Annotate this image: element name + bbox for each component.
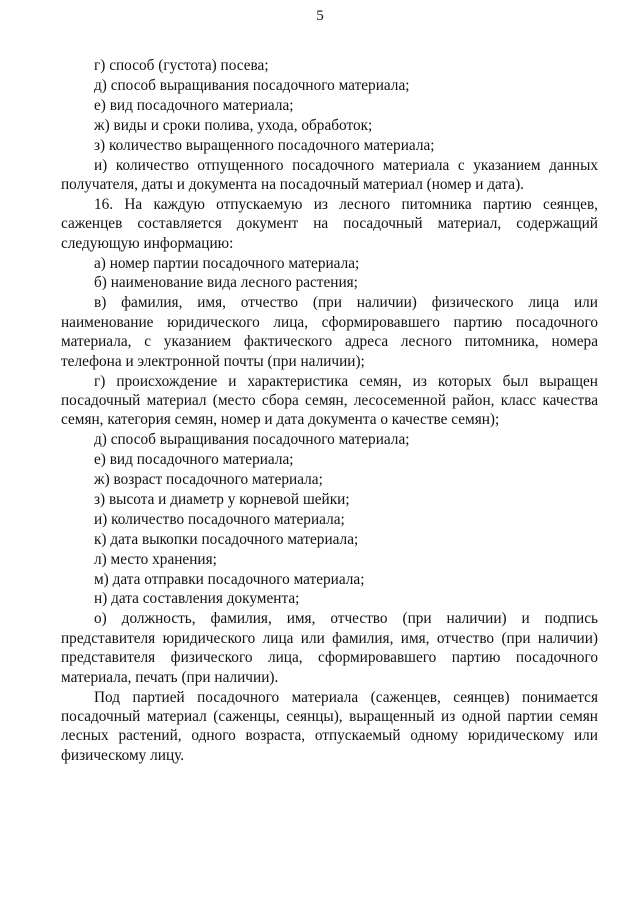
paragraph-d-growing-method: д) способ выращивания посадочного материала; bbox=[94, 76, 410, 94]
paragraph-zh-watering-care: ж) виды и сроки полива, ухода, обработок; bbox=[94, 116, 373, 134]
paragraph-g-sowing-method: г) способ (густота) посева; bbox=[94, 57, 269, 74]
paragraph-o-signature-details: о) должность, фамилия, имя, отчество (при наличии) и подпись представителя юридического лица или фамилия, имя, отчество (при наличии) представителя физического лица, сформировавшего партию посадочного материала, печать (при наличии). bbox=[61, 610, 598, 686]
paragraph-a-batch-number: а) номер партии посадочного материала; bbox=[94, 254, 360, 272]
paragraph-g-seed-origin: г) происхождение и характеристика семян, из которых был выращен посадочный материал (место сбора семян, лесосеменной район, класс качества семян, категория семян, номер и дата документа о качестве семян); bbox=[61, 372, 598, 429]
paragraph-m-dispatch-date: м) дата отправки посадочного материала; bbox=[94, 570, 365, 588]
paragraph-i-material-quantity: и) количество посадочного материала; bbox=[94, 510, 345, 528]
paragraph-zh-material-age: ж) возраст посадочного материала; bbox=[94, 471, 323, 489]
paragraph-b-species-name: б) наименование вида лесного растения; bbox=[94, 274, 358, 292]
paragraph-n-document-date: н) дата составления документа; bbox=[94, 590, 300, 608]
paragraph-z-grown-quantity: з) количество выращенного посадочного материала; bbox=[94, 136, 435, 154]
paragraph-d-growing-method-2: д) способ выращивания посадочного материала; bbox=[94, 431, 410, 449]
paragraph-e-material-type: е) вид посадочного материала; bbox=[94, 96, 294, 114]
paragraph-z-height-diameter: з) высота и диаметр у корневой шейки; bbox=[94, 490, 350, 508]
paragraph-v-producer-details: в) фамилия, имя, отчество (при наличии) физического лица или наименование юридического лица, сформировавшего партию посадочного материала, с указанием фактического адреса лесного питомника, номера телефона и электронной почты (при наличии); bbox=[61, 294, 598, 370]
paragraph-16-document-requirements: 16. На каждую отпускаемую из лесного питомника партию сеянцев, саженцев составляется документ на посадочный материал, содержащий следующую информацию: bbox=[61, 195, 598, 252]
page-number: 5 bbox=[316, 8, 324, 24]
paragraph-e-material-type-2: е) вид посадочного материала; bbox=[94, 451, 294, 469]
paragraph-batch-definition: Под партией посадочного материала (саженцев, сеянцев) понимается посадочный материал (саженцы, сеянцы), выращенный из одной партии семян лесных растений, одного возраста, отпускаемый одному юридическому или физическому лицу. bbox=[61, 688, 598, 764]
paragraph-k-digging-date: к) дата выкопки посадочного материала; bbox=[94, 530, 359, 548]
paragraph-i-released-quantity: и) количество отпущенного посадочного материала с указанием данных получателя, даты и документа на посадочный материал (номер и дата). bbox=[61, 156, 598, 193]
paragraph-l-storage-place: л) место хранения; bbox=[94, 550, 217, 568]
document-body bbox=[61, 56, 598, 765]
